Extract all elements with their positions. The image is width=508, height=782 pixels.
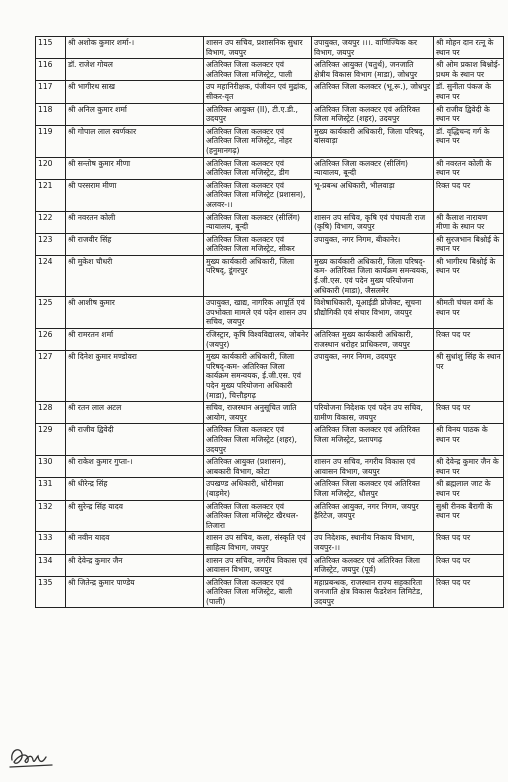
table-row (36, 255, 504, 296)
serial-no-cell: 122 (36, 211, 66, 233)
new-post-cell: अतिरिक्त जिला कलक्टर (सीलिंग) न्यायालय, बून्दी (312, 157, 434, 179)
officer-name-cell: श्री रामरतन शर्मा (66, 329, 204, 351)
current-post-cell: अतिरिक्त जिला कलक्टर एवं अतिरिक्त जिला मजिस्ट्रेट, डीग (204, 157, 312, 179)
new-post-cell: विशेषाधिकारी, यूआईडी प्रोजेक्ट, सूचना प्रौद्योगिकी एवं संचार विभाग, जयपुर (312, 297, 434, 329)
serial-no-cell: 130 (36, 456, 66, 478)
new-post-cell: परियोजना निदेशक एवं पदेन उप सचिव, ग्रामीण विकास, जयपुर (312, 402, 434, 424)
current-post-cell: अतिरिक्त जिला कलक्टर एवं अतिरिक्त जिला मजिस्ट्रेट, पाली (204, 59, 312, 81)
in-place-of-cell: श्री राजीव द्विवेदी के स्थान पर (434, 103, 504, 125)
serial-no-cell: 124 (36, 255, 66, 296)
in-place-of-cell: डॉ. वृद्धिचन्द गर्ग के स्थान पर (434, 125, 504, 157)
table-row (36, 351, 504, 402)
officer-name-cell: श्री दिनेश कुमार मण्डोवरा (66, 351, 204, 402)
table-row (36, 500, 504, 532)
table-row (36, 59, 504, 81)
officer-name-cell: श्री अशोक कुमार शर्मा-। (66, 37, 204, 59)
serial-no-cell: 131 (36, 478, 66, 500)
serial-no-cell: 134 (36, 554, 66, 576)
serial-no-cell: 125 (36, 297, 66, 329)
new-post-cell: महाप्रबन्धक, राजस्थान राज्य सहकारिता जनजाति क्षेत्र विकास फैडरेशन लिमिटेड, उदयपुर (312, 576, 434, 608)
table-row (36, 576, 504, 608)
officer-name-cell: श्री राजवीर सिंह (66, 233, 204, 255)
in-place-of-cell: श्री कैलाश नारायण मीणा के स्थान पर (434, 211, 504, 233)
serial-no-cell: 117 (36, 81, 66, 103)
in-place-of-cell: रिक्त पद पर (434, 554, 504, 576)
serial-no-cell: 123 (36, 233, 66, 255)
table-row (36, 402, 504, 424)
officer-name-cell: श्री मुकेश चौधरी (66, 255, 204, 296)
officer-name-cell: श्री आशीष कुमार (66, 297, 204, 329)
new-post-cell: अतिरिक्त जिला कलक्टर (भू.रू.), जोधपुर (312, 81, 434, 103)
table-row (36, 157, 504, 179)
officer-name-cell: श्री रतन लाल अटल (66, 402, 204, 424)
table-row (36, 103, 504, 125)
table-row (36, 532, 504, 554)
in-place-of-cell: श्री ब्रह्मलाल जाट के स्थान पर (434, 478, 504, 500)
officer-name-cell: श्री भागीरथ साख (66, 81, 204, 103)
officer-name-cell: श्री नवरतन कोली (66, 211, 204, 233)
officer-name-cell: श्री सन्तोष कुमार मीणा (66, 157, 204, 179)
in-place-of-cell: श्रीमती चंचल वर्मा के स्थान पर (434, 297, 504, 329)
new-post-cell: अतिरिक्त कलक्टर एवं अतिरिक्त जिला मजिस्ट्रेट, जयपुर (पूर्व) (312, 554, 434, 576)
in-place-of-cell: डॉ. सुनीता पंकज के स्थान पर (434, 81, 504, 103)
current-post-cell: मुख्य कार्यकारी अधिकारी, जिला परिषद्-कम- अतिरिक्त जिला कार्यक्रम समन्वयक, ई.जी.एस. एवं पदेन मुख्य परियोजना अधिकारी (माडा), चित्तौड़गढ़ (204, 351, 312, 402)
officer-name-cell: श्री सुरेन्द्र सिंह यादव (66, 500, 204, 532)
serial-no-cell: 133 (36, 532, 66, 554)
officer-name-cell: श्री अनिल कुमार शर्मा (66, 103, 204, 125)
new-post-cell: अतिरिक्त आयुक्त, नगर निगम, जयपुर हैरिटेज, जयपुर (312, 500, 434, 532)
officer-name-cell: श्री जितेन्द्र कुमार पाण्डेय (66, 576, 204, 608)
current-post-cell: रजिस्ट्रार, कृषि विश्वविद्यालय, जोबनेर (जयपुर) (204, 329, 312, 351)
table-row (36, 37, 504, 59)
current-post-cell: अतिरिक्त जिला कलक्टर एवं अतिरिक्त जिला मजिस्ट्रेट, बाली (पाली) (204, 576, 312, 608)
in-place-of-cell: श्री विनय पाठक के स्थान पर (434, 424, 504, 456)
officer-name-cell: श्री धीरेन्द्र सिंह (66, 478, 204, 500)
serial-no-cell: 127 (36, 351, 66, 402)
current-post-cell: उपायुक्त, खाद्य, नागरिक आपूर्ति एवं उपभोक्ता मामले एवं पदेन शासन उप सचिव, जयपुर (204, 297, 312, 329)
current-post-cell: उप महानिरीक्षक, पंजीयन एवं मुद्रांक, सीकर-वृत (204, 81, 312, 103)
new-post-cell: अतिरिक्त जिला कलक्टर एवं अतिरिक्त जिला मजिस्ट्रेट (शहर), उदयपुर (312, 103, 434, 125)
officer-name-cell: श्री देवेन्द्र कुमार जैन (66, 554, 204, 576)
in-place-of-cell: श्री मोहन दान रत्नू के स्थान पर (434, 37, 504, 59)
current-post-cell: अतिरिक्त जिला कलक्टर एवं अतिरिक्त जिला मजिस्ट्रेट (प्रशासन), अलवर-।। (204, 179, 312, 211)
current-post-cell: मुख्य कार्यकारी अधिकारी, जिला परिषद्, डूंगरपुर (204, 255, 312, 296)
signature-mark (6, 742, 54, 772)
current-post-cell: अतिरिक्त जिला कलक्टर एवं अतिरिक्त जिला मजिस्ट्रेट, सीकर (204, 233, 312, 255)
serial-no-cell: 119 (36, 125, 66, 157)
new-post-cell: अतिरिक्त जिला कलक्टर एवं अतिरिक्त जिला मजिस्ट्रेट, प्रतापगढ़ (312, 424, 434, 456)
officer-name-cell: श्री राजीव द्विवेदी (66, 424, 204, 456)
serial-no-cell: 116 (36, 59, 66, 81)
current-post-cell: अतिरिक्त आयुक्त (II), टी.ए.डी., उदयपुर (204, 103, 312, 125)
current-post-cell: सचिव, राजस्थान अनुसूचित जाति आयोग, जयपुर (204, 402, 312, 424)
table-row (36, 478, 504, 500)
serial-no-cell: 132 (36, 500, 66, 532)
in-place-of-cell: श्री ओम प्रकाश बिश्नोई-प्रथम के स्थान पर (434, 59, 504, 81)
in-place-of-cell: श्री नवरतन कोली के स्थान पर (434, 157, 504, 179)
transfer-table (35, 36, 504, 608)
serial-no-cell: 118 (36, 103, 66, 125)
officer-name-cell: श्री परसराम मीणा (66, 179, 204, 211)
serial-no-cell: 128 (36, 402, 66, 424)
officer-name-cell: श्री गोपाल लाल स्वर्णकार (66, 125, 204, 157)
in-place-of-cell: रिक्त पद पर (434, 576, 504, 608)
table-row (36, 424, 504, 456)
new-post-cell: मुख्य कार्यकारी अधिकारी, जिला परिषद्, बांसवाड़ा (312, 125, 434, 157)
table-row (36, 211, 504, 233)
current-post-cell: शासन उप सचिव, कला, संस्कृति एवं साहित्य विभाग, जयपुर (204, 532, 312, 554)
current-post-cell: अतिरिक्त जिला कलक्टर एवं अतिरिक्त जिला मजिस्ट्रेट खैरथल-तिजारा (204, 500, 312, 532)
current-post-cell: शासन उप सचिव, प्रशासनिक सुधार विभाग, जयपुर (204, 37, 312, 59)
serial-no-cell: 126 (36, 329, 66, 351)
serial-no-cell: 135 (36, 576, 66, 608)
in-place-of-cell: रिक्त पद पर (434, 532, 504, 554)
new-post-cell: उपायुक्त, जयपुर ।।।. वाणिज्यिक कर विभाग, जयपुर (312, 37, 434, 59)
officer-name-cell: श्री नवीन यादव (66, 532, 204, 554)
new-post-cell: उपायुक्त, नगर निगम, बीकानेर। (312, 233, 434, 255)
table-row (36, 554, 504, 576)
in-place-of-cell: रिक्त पद पर (434, 179, 504, 211)
new-post-cell: शासन उप सचिव, कृषि एवं पंचायती राज (कृषि) विभाग, जयपुर (312, 211, 434, 233)
serial-no-cell: 115 (36, 37, 66, 59)
officer-name-cell: डॉ. राजेश गोयल (66, 59, 204, 81)
in-place-of-cell: रिक्त पद पर (434, 402, 504, 424)
table-row (36, 329, 504, 351)
current-post-cell: अतिरिक्त जिला कलक्टर (सीलिंग) न्यायालय, बून्दी (204, 211, 312, 233)
serial-no-cell: 129 (36, 424, 66, 456)
new-post-cell: अतिरिक्त मुख्य कार्यकारी अधिकारी, राजस्थान धरोहर प्राधिकरण, जयपुर (312, 329, 434, 351)
serial-no-cell: 121 (36, 179, 66, 211)
transfer-table-body (36, 37, 504, 608)
in-place-of-cell: श्री सुरजभान बिश्नोई के स्थान पर (434, 233, 504, 255)
in-place-of-cell: रिक्त पद पर (434, 329, 504, 351)
new-post-cell: अतिरिक्त जिला कलक्टर एवं अतिरिक्त जिला मजिस्ट्रेट, धौलपुर (312, 478, 434, 500)
new-post-cell: उप निदेशक, स्थानीय निकाय विभाग, जयपुर-।। (312, 532, 434, 554)
table-row (36, 456, 504, 478)
table-row (36, 81, 504, 103)
table-row (36, 125, 504, 157)
new-post-cell: अतिरिक्त आयुक्त (चतुर्थ), जनजाति क्षेत्रीय विकास विभाग (माडा), जोधपुर (312, 59, 434, 81)
in-place-of-cell: श्री भागीरथ बिश्नोई के स्थान पर (434, 255, 504, 296)
new-post-cell: भू-प्रबन्ध अधिकारी, भीलवाड़ा (312, 179, 434, 211)
current-post-cell: अतिरिक्त आयुक्त (प्रशासन), आबकारी विभाग, कोटा (204, 456, 312, 478)
in-place-of-cell: सुश्री रीनक बैरागी के स्थान पर (434, 500, 504, 532)
new-post-cell: उपायुक्त, नगर निगम, उदयपुर (312, 351, 434, 402)
current-post-cell: अतिरिक्त जिला कलक्टर एवं अतिरिक्त जिला मजिस्ट्रेट, नोहर (हनुमानगढ़) (204, 125, 312, 157)
current-post-cell: उपखण्ड अधिकारी, धोरीमन्ना (बाड़मेर) (204, 478, 312, 500)
officer-name-cell: श्री राकेश कुमार गुप्ता-। (66, 456, 204, 478)
serial-no-cell: 120 (36, 157, 66, 179)
in-place-of-cell: श्री देवेन्द्र कुमार जैन के स्थान पर (434, 456, 504, 478)
current-post-cell: अतिरिक्त जिला कलक्टर एवं अतिरिक्त जिला मजिस्ट्रेट (शहर), उदयपुर (204, 424, 312, 456)
table-row (36, 297, 504, 329)
in-place-of-cell: श्री सुधांशु सिंह के स्थान पर (434, 351, 504, 402)
current-post-cell: शासन उप सचिव, नगरीय विकास एवं आवासन विभाग, जयपुर (204, 554, 312, 576)
new-post-cell: मुख्य कार्यकारी अधिकारी, जिला परिषद्-कम- अतिरिक्त जिला कार्यक्रम समन्वयक, ई.जी.एस. एवं पदेन मुख्य परियोजना अधिकारी (माडा), जैसलमेर (312, 255, 434, 296)
table-row (36, 233, 504, 255)
table-row (36, 179, 504, 211)
new-post-cell: शासन उप सचिव, नगरीय विकास एवं आवासन विभाग, जयपुर (312, 456, 434, 478)
